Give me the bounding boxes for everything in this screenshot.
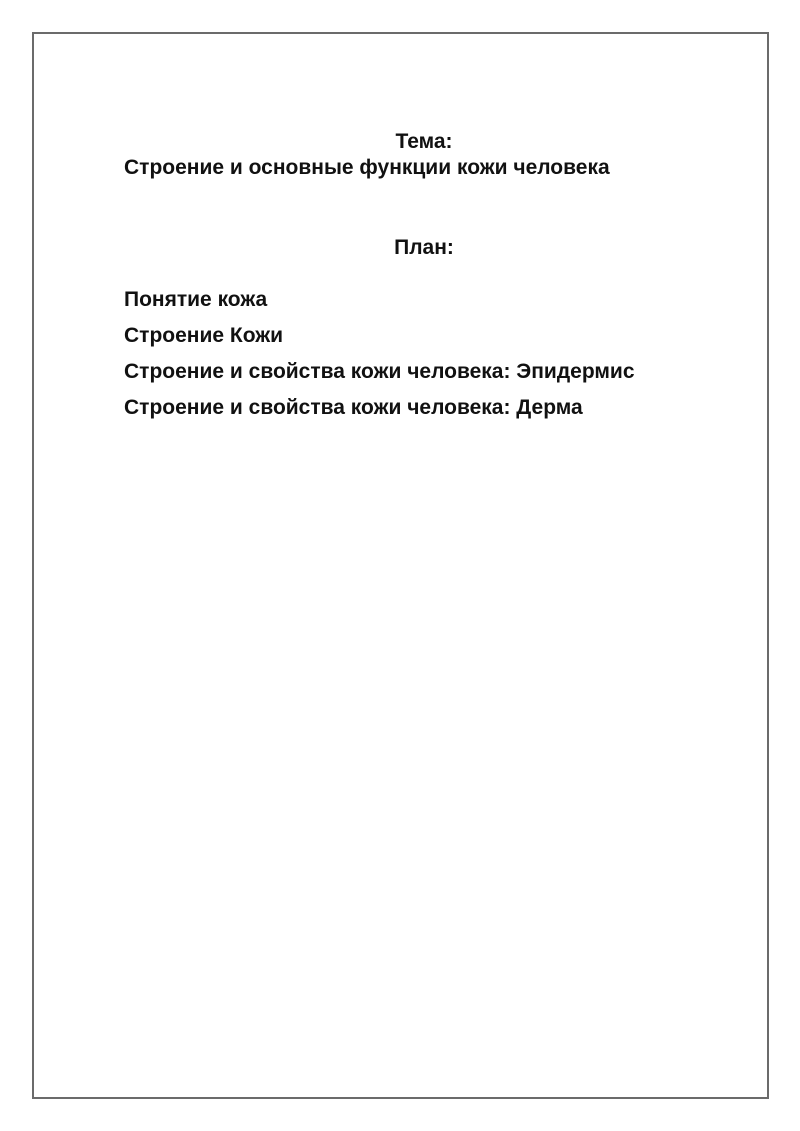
topic-label: Тема: [395,130,453,153]
plan-item: Строение и свойства кожи человека: Эпидермис [124,360,635,383]
document-page [32,32,769,1099]
topic-title: Строение и основные функции кожи человека [124,156,610,179]
plan-item: Строение и свойства кожи человека: Дерма [124,396,583,419]
plan-item: Строение Кожи [124,324,284,347]
plan-label: План: [394,236,454,259]
plan-list [124,287,635,431]
plan-item: Понятие кожа [124,288,268,311]
